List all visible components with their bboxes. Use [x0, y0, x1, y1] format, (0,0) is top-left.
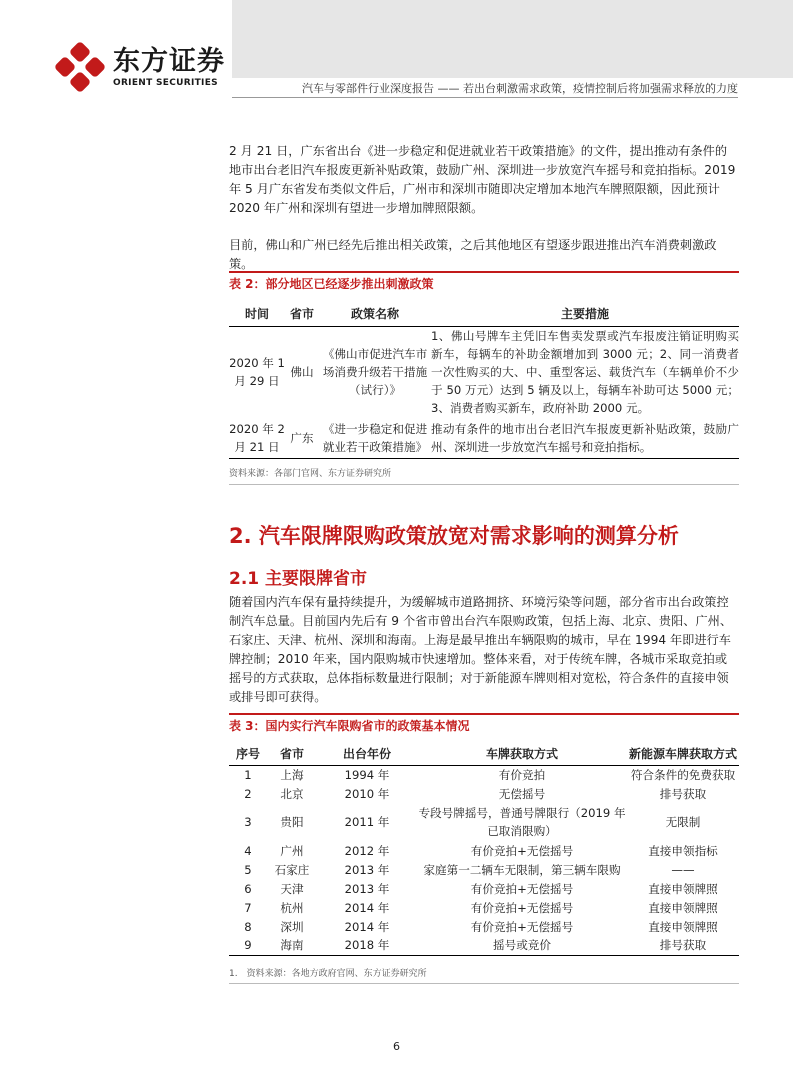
- body-paragraph-1: 2 月 21 日，广东省出台《进一步稳定和促进就业若干政策措施》的文件，提出推动有条件的地市出台老旧汽车报废更新补贴政策，鼓励广州、深圳进一步放宽汽车摇号和竞拍指标。2019 年 5 月广东省发布类似文件后，广州市和深圳市随即决定增加本地汽车牌照限额，因此预计 2020 年广州和深圳有望进一步增加牌照限额。: [229, 144, 736, 215]
- table3-cell-method: 有价竞拍+无偿摇号: [470, 843, 574, 858]
- table3-name: 国内实行汽车限购省市的政策基本情况: [265, 719, 470, 733]
- header-gray-block: [232, 0, 793, 78]
- table3-source-divider: [229, 983, 739, 984]
- table3-cell-nev: ——: [671, 862, 695, 877]
- table3-source: 1. 资料来源：各地方政府官网、东方证券研究所: [229, 969, 427, 979]
- brand-name-en: ORIENT SECURITIES: [113, 77, 218, 88]
- table2-header-measures: 主要措施: [431, 302, 739, 326]
- table3-cell-method: 专段号牌摇号，普通号牌限行（2019 年已取消限购）: [418, 806, 626, 838]
- table3-row: [229, 841, 739, 860]
- table3-header-nev: 新能源车牌获取方式: [627, 743, 739, 765]
- table3-title: [229, 713, 739, 735]
- table3-row: [229, 879, 739, 898]
- table3-header-no: 序号: [229, 743, 267, 765]
- table3-header-method: 车牌获取方式: [417, 743, 627, 765]
- table3-cell-method: 家庭第一二辆车无限制，第三辆车限购: [423, 862, 621, 877]
- table3-cell-method: 有价竞拍+无偿摇号: [470, 881, 574, 896]
- brand-logo: [55, 42, 225, 92]
- table3-cell-city: 杭州: [280, 900, 304, 915]
- report-title: 汽车与零部件行业深度报告 —— 若出台刺激需求政策，疫情控制后将加强需求释放的力度: [302, 82, 738, 95]
- table3-cell-year: 2011 年: [344, 815, 390, 829]
- table3-cell-no: 8: [244, 919, 252, 934]
- table3-cell-year: 2012 年: [344, 843, 390, 858]
- table3-cell-no: 6: [244, 881, 252, 896]
- table3-cell-nev: 符合条件的免费获取: [630, 767, 736, 782]
- table3-cell-method: 有价竞拍: [498, 767, 546, 782]
- table3-row: [229, 784, 739, 803]
- table3-row: [229, 803, 739, 841]
- table3-header-row: [229, 743, 739, 765]
- table3-cell-method: 无偿摇号: [498, 786, 546, 801]
- table3-cell-no: 4: [244, 843, 252, 858]
- section-heading-2: 2. 汽车限牌限购政策放宽对需求影响的测算分析: [229, 524, 679, 548]
- table3-cell-method: 摇号或竞价: [417, 936, 627, 955]
- table2-cell-measures: 推动有条件的地市出台老旧汽车报废更新补贴政策，鼓励广州、深圳进一步放宽汽车摇号和竞拍指标。: [431, 418, 739, 458]
- table2-row: [229, 326, 739, 418]
- table3-header-year: 出台年份: [317, 743, 417, 765]
- table3-cell-method: 有价竞拍+无偿摇号: [470, 919, 574, 934]
- table2-cell-city: 广东: [285, 418, 319, 458]
- table2-cell-policy: 《佛山市促进汽车市场消费升级若干措施（试行）》: [322, 347, 428, 398]
- table3-cell-city: 广州: [280, 843, 304, 858]
- table3-cell-city: 海南: [267, 936, 317, 955]
- table3-cell-city: 石家庄: [274, 862, 310, 877]
- table3-cell-nev: 排号获取: [627, 936, 739, 955]
- table2-cell-policy: 《进一步稳定和促进就业若干政策措施》: [319, 418, 431, 458]
- body-paragraph-3: 随着国内汽车保有量持续提升，为缓解城市道路拥挤、环境污染等问题，部分省市出台政策控制汽车总量。目前国内先后有 9 个省市曾出台汽车限购政策，包括上海、北京、贵阳、广州、石家庄、天津、杭州、深圳和海南。上海是最早推出车辆限购的城市，早在 1994 年即进行车牌控制；2010 年来，国内限购城市快速增加。整体来看，对于传统车牌，各城市采取竞拍或摇号的方式获取，总体指标数量进行限制；对于新能源车牌则相对宽松，符合条件的直接申领或排号即可获得。: [229, 595, 733, 704]
- table3-cell-no: 9: [229, 936, 267, 955]
- table2-header-policy: 政策名称: [319, 302, 431, 326]
- table2-header-city: 省市: [285, 302, 319, 326]
- table3-cell-nev: 排号获取: [659, 786, 707, 801]
- table3-cell-year: 2014 年: [344, 900, 390, 915]
- table3-cell-year: 2013 年: [344, 881, 390, 896]
- table3-label: 表 3：: [229, 719, 266, 733]
- table2-source-divider: [229, 484, 739, 485]
- table3-cell-method: 有价竞拍+无偿摇号: [470, 900, 574, 915]
- table3-cell-city: 上海: [280, 767, 304, 782]
- table2-row: [229, 418, 739, 458]
- table3-cell-no: 3: [244, 815, 252, 829]
- table3-cell-no: 5: [244, 862, 252, 877]
- table3-row: [229, 765, 739, 784]
- table3-cell-no: 1: [244, 767, 252, 782]
- table3-row: [229, 936, 739, 955]
- table2-cell-city: 佛山: [290, 365, 314, 380]
- table3-row: [229, 860, 739, 879]
- table3-cell-city: 天津: [280, 881, 304, 896]
- table3-cell-year: 1994 年: [344, 767, 390, 782]
- table3-cell-no: 2: [244, 786, 252, 801]
- table3-cell-nev: 直接申领牌照: [648, 919, 718, 934]
- table2-source: 资料来源：各部门官网、东方证券研究所: [229, 469, 392, 479]
- section-heading-2-1: 2.1 主要限牌省市: [229, 569, 368, 589]
- table3-cell-year: 2018 年: [317, 936, 417, 955]
- table3-cell-nev: 直接申领牌照: [648, 881, 718, 896]
- table2-header-time: 时间: [229, 302, 285, 326]
- table2-cell-time: 2020 年 2 月 21 日: [229, 418, 285, 458]
- table3-cell-year: 2010 年: [344, 786, 390, 801]
- table2-header-row: [229, 302, 739, 326]
- table3-row: [229, 898, 739, 917]
- table2-cell-measures: 1、佛山号牌车主凭旧车售卖发票或汽车报废注销证明购买新车，每辆车的补助金额增加到 3000 元；2、同一消费者一次性购买的大、中、重型客运、载货汽车（车辆单价不少于 50 万元）达到 5 辆及以上，每辆车补助可达 5000 元；3、消费者购买新车，政府补助 2000 元。: [431, 329, 739, 416]
- table3-cell-nev: 直接申领牌照: [648, 900, 718, 915]
- table3-cell-city: 贵阳: [280, 815, 304, 829]
- page-number: 6: [393, 1040, 400, 1053]
- body-paragraph-2: 目前，佛山和广州已经先后推出相关政策，之后其他地区有望逐步跟进推出汽车消费刺激政策。: [229, 238, 717, 271]
- table2-name: 部分地区已经逐步推出刺激政策: [265, 277, 434, 291]
- table3-cell-no: 7: [244, 900, 252, 915]
- table3-cell-nev: 直接申领指标: [648, 843, 718, 858]
- table2: [229, 302, 739, 459]
- table2-cell-time: 2020 年 1 月 29 日: [229, 356, 285, 389]
- table3-row: [229, 917, 739, 936]
- header-divider: [232, 97, 738, 98]
- table3-cell-year: 2013 年: [344, 862, 390, 877]
- table3-cell-city: 北京: [280, 786, 304, 801]
- orient-logo-icon: [55, 42, 105, 92]
- table3-cell-city: 深圳: [280, 919, 304, 934]
- table3-cell-year: 2014 年: [344, 919, 390, 934]
- table3-cell-nev: 无限制: [665, 815, 701, 829]
- table3: [229, 743, 739, 956]
- table2-title: [229, 271, 739, 293]
- table3-header-city: 省市: [267, 743, 317, 765]
- brand-name-cn: 东方证券: [113, 45, 225, 77]
- table2-label: 表 2：: [229, 277, 266, 291]
